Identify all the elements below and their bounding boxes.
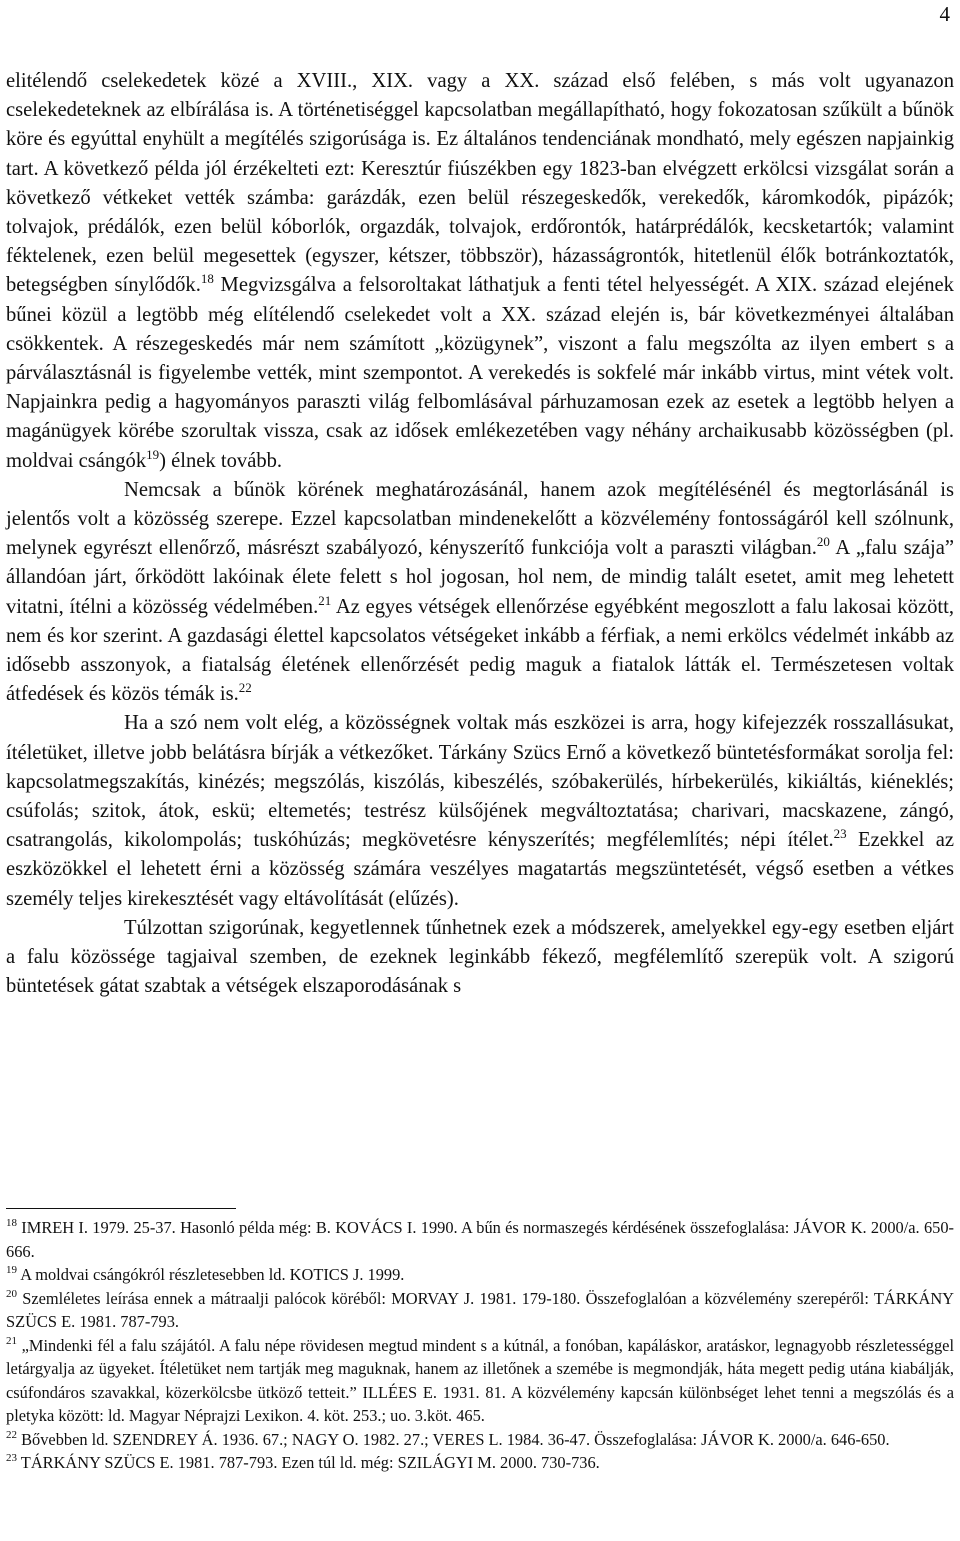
paragraph-text: A „falu szája” állandóan járt, őrködött lakóinak élete felett s hol jogosan, hol nem, de mindig talált esetet, amit meg lehetett vitatni, ítélni a közösség védelmében. xyxy=(6,537,954,618)
page-number: 4 xyxy=(939,2,950,26)
paragraph-2 xyxy=(6,476,954,710)
paragraph-text: Az egyes vétségek ellenőrzése egyébként megoszlott a falu lakosai között, nem és kor szerint. A gazdasági élettel kapcsolatos vétségeket inkább a férfiak, a nemi erkölcs védelmét inkább az idősebb asszonyok, a fiatalság életének ellenőrzését pedig maguk a fiatalok látták el. Természetesen voltak átfedések és közös témák is. xyxy=(6,595,954,706)
footnote-number: 21 xyxy=(6,1334,17,1347)
footnote-divider xyxy=(6,1208,236,1209)
paragraph-text: elitélendő cselekedetek közé a XVIII., XIX. vagy a XX. század első felében, s más volt ugyanazon cselekedeteknek az elbírálása is. A történetiséggel kapcsolatban megállapítható, hogy fokozatosan szűkült a bűnök köre és egyúttal enyhült a megítélés szigorúsága is. Ez általános tendenciának mondható, mely egészen napjainkig tart. A következő példa jól érzékelteti ezt: Keresztúr fiúszékben egy 1823-ban elvégzett erkölcsi vizsgálat során a következő vétkeket vették számba: garázdák, ezen belül részegeskedők, verekedők, káromkodók, pipázók; tolvajok, prédálók, ezen belül kóborlók, orgazdák, tolvajok, erdőrontók, határprédálók, kecsketartók; valamint féktelenek, ezen belül megesettek (egyszer, kétszer, többször), házasságrontók, hitetlenül élők botránkoztatók, betegségben sínylődők. xyxy=(6,70,954,297)
footnote-ref-22[interactable]: 22 xyxy=(238,680,252,696)
footnote-ref-21[interactable]: 21 xyxy=(318,592,332,608)
paragraph-text: ) élnek tovább. xyxy=(159,449,283,472)
footnote-ref-23[interactable]: 23 xyxy=(833,826,847,842)
footnote-number: 23 xyxy=(6,1452,17,1464)
footnote-21 xyxy=(6,1334,954,1428)
footnote-number: 20 xyxy=(6,1287,17,1300)
footnote-20 xyxy=(6,1287,954,1334)
paragraph-text: Megvizsgálva a felsoroltakat láthatjuk a fenti tétel helyességét. A XIX. század elejének bűnei közül a legtöbb még elítélendő cselekedet volt a XX. század elején is, bár következményei általában csökkentek. A részegeskedés már nem számított „közügynek”, viszont a falu megszólta az ilyen embert s a párválasztásnál is figyelembe vették, mint szempontot. A verekedés is sokfelé már inkább virtus, mint vétek volt. Napjainkra pedig a hagyományos paraszti világ felbomlásával párhuzamosan ezek az esetek a legtöbb helyen a magánügyek körébe szorultak vissza, csak az idősek emlékezetében vagy néhány archaikusabb közösségben (pl. moldvai csángók xyxy=(6,274,954,472)
paragraph-text: Túlzottan szigorúnak, kegyetlennek tűnhetnek ezek a módszerek, amelyekkel egy-egy esetben eljárt a falu közössége tagjaival szemben, de ezeknek leginkább fékező, megfélemlítő szerepük volt. A szigorú büntetések gátat szabtak a vétségek elszaporodásának s xyxy=(6,916,954,998)
footnote-ref-20[interactable]: 20 xyxy=(816,534,830,550)
paragraph-text: Nemcsak a bűnök körének meghatározásánál, hanem azok megítélésénél és megtorlásánál is jelentős volt a közösség szerepe. Ezzel kapcsolatban mindenekelőtt a közvélemény fontosságáról kell szólnunk, melynek egyrészt ellenőrző, másrészt szabályozó, kényszerítő funkciója volt a paraszti világban. xyxy=(6,478,954,560)
paragraph-4 xyxy=(6,914,954,1002)
paragraph-text: Ha a szó nem volt elég, a közösségnek voltak más eszközei is arra, hogy kifejezzék rosszallásukat, ítéletüket, illetve jobb belátásra bírják a vétkezőket. Tárkány Szücs Ernő a következő büntetésformákat sorolja fel: kapcsolatmegszakítás, kinézés; megszólás, kiszólás, kibeszélés, szóbakerülés, hírbekerülés, kikiáltás, kiéneklés; csúfolás; szitok, átok, eskü; eltemetés; testrész külsőjének megváltoztatása; charivari, macskazene, zángó, csatrangolás, kikolompolás; tuskóhúzás; megkövetésre kényszerítés; megfélemlítés; népi ítélet. xyxy=(6,712,954,852)
paragraph-3 xyxy=(6,709,954,913)
footnote-22 xyxy=(6,1428,954,1452)
footnote-text: Szemléletes leírása ennek a mátraalji palócok köréből: MORVAY J. 1981. 179-180. Összefoglalóan a közvélemény szerepéről: TÁRKÁNY SZÜCS E. 1981. 787-793. xyxy=(6,1288,954,1331)
footnote-ref-19[interactable]: 19 xyxy=(146,446,160,462)
body-text xyxy=(6,67,954,1002)
paragraph-text: Ezekkel az eszközökkel el lehetett érni a közösség számára veszélyes magatartás megszüntetését, végső esetben a vétkes személy teljes kirekesztését vagy eltávolítását (elűzés). xyxy=(6,829,954,910)
footnote-number: 22 xyxy=(6,1428,17,1441)
footnote-text: IMREH I. 1979. 25-37. Hasonló példa még: B. KOVÁCS I. 1990. A bűn és normaszegés kérdésének összefoglalása: JÁVOR K. 2000/a. 650-666. xyxy=(6,1218,954,1261)
footnote-text: Bővebben ld. SZENDREY Á. 1936. 67.; NAGY O. 1982. 27.; VERES L. 1984. 36-47. Összefoglalása: JÁVOR K. 2000/a. 646-650. xyxy=(17,1429,890,1449)
footnote-text: A moldvai csángókról részletesebben ld. KOTICS J. 1999. xyxy=(17,1265,405,1284)
footnote-number: 19 xyxy=(6,1264,17,1276)
footnotes xyxy=(6,1216,954,1475)
footnote-ref-18[interactable]: 18 xyxy=(200,271,214,287)
footnote-18 xyxy=(6,1216,954,1263)
footnote-text: „Mindenki fél a falu szájától. A falu népe rövidesen megtud mindent s a kútnál, a fonóban, kapáláskor, aratáskor, legnagyobb részletességgel letárgyalja az ügyeket. Ítéletüket nem tartják meg maguknak, hanem az illetőnek a szemébe is megmondják, háta megett pedig utána kiabálják, csúfondáros szavakkal, közerkölcsbe ütköző tetteit.” ILLÉES E. 1931. 81. A közvélemény kapcsán különbséget lehet tenni a megszólás és a pletyka között: ld. Magyar Néprajzi Lexikon. 4. köt. 253.; uo. 3.köt. 465. xyxy=(6,1335,954,1425)
footnote-19 xyxy=(6,1263,954,1287)
footnote-number: 18 xyxy=(6,1217,17,1229)
footnote-text: TÁRKÁNY SZÜCS E. 1981. 787-793. Ezen túl ld. még: SZILÁGYI M. 2000. 730-736. xyxy=(17,1453,600,1472)
footnote-23 xyxy=(6,1451,954,1475)
paragraph-1 xyxy=(6,67,954,476)
